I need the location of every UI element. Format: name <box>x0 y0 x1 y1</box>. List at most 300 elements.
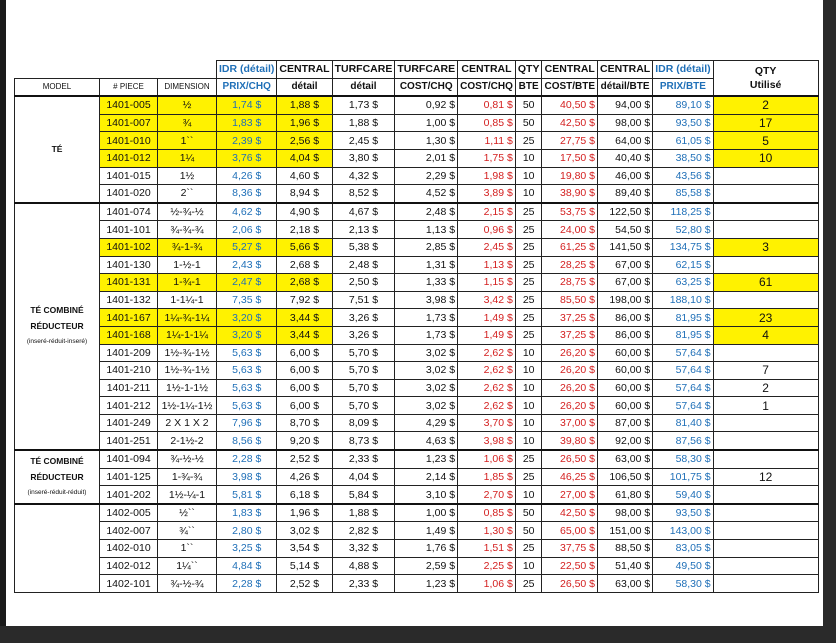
header-top-0 <box>15 61 100 79</box>
cell-tc: 3,02 $ <box>395 397 458 415</box>
cell-idrb: 81,95 $ <box>653 309 713 327</box>
cell-qty: 50 <box>515 114 542 132</box>
header-bottom-3: PRIX/CHQ <box>217 78 277 96</box>
cell-dim: 1½-1-1½ <box>158 379 217 397</box>
cell-cdb: 88,50 $ <box>598 540 653 558</box>
cell-cdb: 151,00 $ <box>598 522 653 540</box>
cell-cdb: 63,00 $ <box>598 575 653 593</box>
cell-dim: 2 X 1 X 2 <box>158 414 217 432</box>
cell-cd: 6,18 $ <box>277 486 332 504</box>
cell-tc: 1,31 $ <box>395 256 458 274</box>
cell-qty-used[interactable]: 3 <box>713 238 818 256</box>
header-row-top <box>15 61 819 79</box>
cell-cb: 37,25 $ <box>542 309 598 327</box>
cell-cb: 38,90 $ <box>542 185 598 203</box>
cell-cdb: 40,40 $ <box>598 149 653 167</box>
cell-tc: 1,23 $ <box>395 450 458 468</box>
header-qty-used <box>713 61 818 97</box>
model-cell <box>15 96 100 203</box>
cell-qty-used[interactable]: 5 <box>713 132 818 150</box>
table-row <box>15 291 819 309</box>
cell-td: 3,32 $ <box>332 540 395 558</box>
cell-qty: 10 <box>515 379 542 397</box>
cell-idr: 3,25 $ <box>217 540 277 558</box>
cell-cc: 0,85 $ <box>458 114 516 132</box>
cell-dim: 1-½-1 <box>158 256 217 274</box>
cell-dim: ¾-½-½ <box>158 450 217 468</box>
table-row <box>15 362 819 380</box>
cell-qty-used[interactable] <box>713 486 818 504</box>
cell-dim: ¾-½-¾ <box>158 575 217 593</box>
cell-cb: 39,80 $ <box>542 432 598 450</box>
cell-tc: 1,76 $ <box>395 540 458 558</box>
cell-idr: 2,06 $ <box>217 221 277 239</box>
cell-cc: 2,25 $ <box>458 557 516 575</box>
cell-idr: 5,81 $ <box>217 486 277 504</box>
table-row <box>15 486 819 504</box>
table-row <box>15 397 819 415</box>
cell-td: 3,26 $ <box>332 326 395 344</box>
cell-tc: 1,13 $ <box>395 221 458 239</box>
cell-cdb: 51,40 $ <box>598 557 653 575</box>
cell-idr: 8,56 $ <box>217 432 277 450</box>
cell-cc: 2,62 $ <box>458 344 516 362</box>
cell-idrb: 83,05 $ <box>653 540 713 558</box>
cell-qty: 10 <box>515 397 542 415</box>
cell-cdb: 106,50 $ <box>598 468 653 486</box>
cell-qty: 25 <box>515 203 542 221</box>
cell-qty: 50 <box>515 96 542 114</box>
cell-cdb: 60,00 $ <box>598 379 653 397</box>
cell-cdb: 60,00 $ <box>598 362 653 380</box>
cell-cdb: 64,00 $ <box>598 132 653 150</box>
cell-cb: 26,20 $ <box>542 344 598 362</box>
table-row <box>15 256 819 274</box>
cell-qty-used[interactable] <box>713 256 818 274</box>
cell-idrb: 57,64 $ <box>653 397 713 415</box>
cell-idrb: 52,80 $ <box>653 221 713 239</box>
cell-qty: 25 <box>515 326 542 344</box>
cell-cdb: 60,00 $ <box>598 397 653 415</box>
cell-qty: 10 <box>515 414 542 432</box>
table-row <box>15 557 819 575</box>
cell-qty-used[interactable] <box>713 575 818 593</box>
cell-tc: 1,23 $ <box>395 575 458 593</box>
cell-piece: 1401-125 <box>100 468 158 486</box>
header-top-6: TURFCARE <box>395 61 458 79</box>
cell-cc: 1,11 $ <box>458 132 516 150</box>
table-row <box>15 309 819 327</box>
cell-idr: 5,63 $ <box>217 362 277 380</box>
cell-cb: 24,00 $ <box>542 221 598 239</box>
cell-qty-used[interactable] <box>713 203 818 221</box>
cell-dim: 1-1¼-1 <box>158 291 217 309</box>
cell-cc: 2,15 $ <box>458 203 516 221</box>
table-row <box>15 522 819 540</box>
cell-idr: 7,96 $ <box>217 414 277 432</box>
cell-qty-used[interactable] <box>713 344 818 362</box>
cell-idrb: 38,50 $ <box>653 149 713 167</box>
cell-cdb: 94,00 $ <box>598 96 653 114</box>
cell-idr: 8,36 $ <box>217 185 277 203</box>
cell-qty: 10 <box>515 432 542 450</box>
cell-tc: 1,49 $ <box>395 522 458 540</box>
cell-cd: 6,00 $ <box>277 379 332 397</box>
cell-idrb: 85,58 $ <box>653 185 713 203</box>
model-cell <box>15 504 100 592</box>
cell-td: 4,32 $ <box>332 167 395 185</box>
cell-cd: 2,52 $ <box>277 450 332 468</box>
cell-piece: 1402-012 <box>100 557 158 575</box>
header-bottom-9: COST/BTE <box>542 78 598 96</box>
cell-qty-used[interactable] <box>713 522 818 540</box>
cell-qty: 25 <box>515 540 542 558</box>
cell-td: 2,50 $ <box>332 274 395 292</box>
cell-piece: 1401-015 <box>100 167 158 185</box>
header-top-2 <box>158 61 217 79</box>
cell-idrb: 93,50 $ <box>653 114 713 132</box>
cell-idr: 4,26 $ <box>217 167 277 185</box>
cell-cdb: 54,50 $ <box>598 221 653 239</box>
cell-cdb: 98,00 $ <box>598 114 653 132</box>
cell-dim: 1½-1¼-1½ <box>158 397 217 415</box>
cell-cd: 2,52 $ <box>277 575 332 593</box>
cell-cb: 19,80 $ <box>542 167 598 185</box>
cell-td: 7,51 $ <box>332 291 395 309</box>
cell-idrb: 87,56 $ <box>653 432 713 450</box>
cell-dim: 1¼-¾-1¼ <box>158 309 217 327</box>
cell-cb: 26,20 $ <box>542 397 598 415</box>
cell-qty-used[interactable]: 17 <box>713 114 818 132</box>
cell-piece: 1401-212 <box>100 397 158 415</box>
cell-piece: 1401-101 <box>100 221 158 239</box>
cell-cd: 5,14 $ <box>277 557 332 575</box>
cell-qty-used[interactable] <box>713 450 818 468</box>
table-row <box>15 185 819 203</box>
cell-cdb: 198,00 $ <box>598 291 653 309</box>
cell-idr: 3,76 $ <box>217 149 277 167</box>
cell-cc: 1,51 $ <box>458 540 516 558</box>
cell-idr: 5,27 $ <box>217 238 277 256</box>
header-row-bottom <box>15 78 819 96</box>
cell-cb: 65,00 $ <box>542 522 598 540</box>
cell-piece: 1401-010 <box>100 132 158 150</box>
cell-cc: 1,98 $ <box>458 167 516 185</box>
cell-cc: 1,49 $ <box>458 309 516 327</box>
cell-cb: 27,00 $ <box>542 486 598 504</box>
cell-cdb: 86,00 $ <box>598 309 653 327</box>
cell-td: 2,82 $ <box>332 522 395 540</box>
cell-piece: 1401-005 <box>100 96 158 114</box>
cell-cc: 1,30 $ <box>458 522 516 540</box>
cell-td: 5,70 $ <box>332 379 395 397</box>
cell-idrb: 57,64 $ <box>653 379 713 397</box>
cell-piece: 1401-020 <box>100 185 158 203</box>
cell-qty-used[interactable] <box>713 432 818 450</box>
table-row <box>15 326 819 344</box>
cell-qty: 25 <box>515 256 542 274</box>
cell-idrb: 134,75 $ <box>653 238 713 256</box>
cell-idr: 1,74 $ <box>217 96 277 114</box>
cell-qty-used[interactable] <box>713 504 818 522</box>
cell-idr: 2,39 $ <box>217 132 277 150</box>
cell-qty-used[interactable] <box>713 221 818 239</box>
window-frame-bottom <box>0 626 836 643</box>
model-label: (inseré-réduit-inseré) <box>26 338 88 346</box>
cell-piece: 1402-005 <box>100 504 158 522</box>
cell-qty-used[interactable] <box>713 185 818 203</box>
cell-cd: 1,96 $ <box>277 114 332 132</box>
header-bottom-8: BTE <box>515 78 542 96</box>
cell-tc: 4,52 $ <box>395 185 458 203</box>
cell-cd: 4,60 $ <box>277 167 332 185</box>
cell-qty-used[interactable] <box>713 291 818 309</box>
cell-tc: 2,59 $ <box>395 557 458 575</box>
header-bottom-7: COST/CHQ <box>458 78 516 96</box>
cell-idr: 7,35 $ <box>217 291 277 309</box>
cell-idrb: 89,10 $ <box>653 96 713 114</box>
cell-cc: 1,75 $ <box>458 149 516 167</box>
cell-td: 5,84 $ <box>332 486 395 504</box>
cell-cb: 26,20 $ <box>542 362 598 380</box>
cell-qty-used[interactable] <box>713 167 818 185</box>
model-cell <box>15 203 100 450</box>
cell-qty-used[interactable]: 4 <box>713 326 818 344</box>
cell-cd: 2,56 $ <box>277 132 332 150</box>
window-frame-right <box>823 0 836 643</box>
cell-qty-used[interactable] <box>713 540 818 558</box>
cell-idr: 5,63 $ <box>217 379 277 397</box>
price-table <box>14 60 819 593</box>
header-bottom-10: détail/BTE <box>598 78 653 96</box>
table-row <box>15 149 819 167</box>
cell-cdb: 61,80 $ <box>598 486 653 504</box>
cell-cc: 1,06 $ <box>458 575 516 593</box>
cell-qty: 10 <box>515 344 542 362</box>
table-row <box>15 414 819 432</box>
cell-tc: 3,02 $ <box>395 344 458 362</box>
cell-cdb: 87,00 $ <box>598 414 653 432</box>
cell-cc: 1,13 $ <box>458 256 516 274</box>
cell-idr: 1,83 $ <box>217 504 277 522</box>
cell-cc: 3,70 $ <box>458 414 516 432</box>
cell-cd: 8,70 $ <box>277 414 332 432</box>
table-row <box>15 238 819 256</box>
cell-cd: 6,00 $ <box>277 397 332 415</box>
cell-cdb: 86,00 $ <box>598 326 653 344</box>
cell-cb: 22,50 $ <box>542 557 598 575</box>
cell-tc: 4,29 $ <box>395 414 458 432</box>
cell-dim: 2-1½-2 <box>158 432 217 450</box>
cell-cb: 85,50 $ <box>542 291 598 309</box>
cell-qty-used[interactable]: 12 <box>713 468 818 486</box>
header-top-9: CENTRAL <box>542 61 598 79</box>
cell-cd: 3,44 $ <box>277 309 332 327</box>
cell-qty-used[interactable]: 7 <box>713 362 818 380</box>
table-row <box>15 540 819 558</box>
cell-tc: 0,92 $ <box>395 96 458 114</box>
cell-piece: 1401-094 <box>100 450 158 468</box>
cell-idrb: 101,75 $ <box>653 468 713 486</box>
cell-td: 2,33 $ <box>332 575 395 593</box>
cell-idr: 3,98 $ <box>217 468 277 486</box>
cell-dim: 2`` <box>158 185 217 203</box>
cell-qty: 25 <box>515 575 542 593</box>
cell-cc: 1,49 $ <box>458 326 516 344</box>
cell-tc: 3,10 $ <box>395 486 458 504</box>
cell-idr: 5,63 $ <box>217 344 277 362</box>
cell-piece: 1401-251 <box>100 432 158 450</box>
cell-piece: 1401-074 <box>100 203 158 221</box>
cell-cb: 42,50 $ <box>542 114 598 132</box>
cell-cc: 1,85 $ <box>458 468 516 486</box>
cell-dim: 1½-¾-1½ <box>158 362 217 380</box>
cell-dim: ½`` <box>158 504 217 522</box>
header-bottom-4: détail <box>277 78 332 96</box>
cell-piece: 1401-130 <box>100 256 158 274</box>
cell-idr: 3,20 $ <box>217 326 277 344</box>
cell-cdb: 60,00 $ <box>598 344 653 362</box>
cell-cb: 37,25 $ <box>542 326 598 344</box>
cell-td: 4,04 $ <box>332 468 395 486</box>
header-qty-line1: QTY <box>754 65 777 78</box>
cell-piece: 1401-249 <box>100 414 158 432</box>
cell-qty: 50 <box>515 504 542 522</box>
cell-idrb: 59,40 $ <box>653 486 713 504</box>
cell-qty-used[interactable]: 61 <box>713 274 818 292</box>
table-row <box>15 344 819 362</box>
cell-cdb: 98,00 $ <box>598 504 653 522</box>
cell-idr: 2,28 $ <box>217 450 277 468</box>
cell-dim: ¾`` <box>158 522 217 540</box>
cell-qty: 25 <box>515 238 542 256</box>
cell-qty: 10 <box>515 185 542 203</box>
cell-piece: 1401-167 <box>100 309 158 327</box>
cell-cb: 27,75 $ <box>542 132 598 150</box>
cell-piece: 1401-012 <box>100 149 158 167</box>
cell-qty-used[interactable]: 1 <box>713 397 818 415</box>
cell-cc: 3,98 $ <box>458 432 516 450</box>
cell-td: 1,88 $ <box>332 114 395 132</box>
cell-dim: ½ <box>158 96 217 114</box>
cell-td: 2,45 $ <box>332 132 395 150</box>
cell-idr: 4,62 $ <box>217 203 277 221</box>
cell-idrb: 61,05 $ <box>653 132 713 150</box>
cell-qty: 25 <box>515 221 542 239</box>
cell-piece: 1402-010 <box>100 540 158 558</box>
header-top-3: IDR (détail) <box>217 61 277 79</box>
header-qty-line2: Utilisé <box>749 79 782 92</box>
cell-cdb: 89,40 $ <box>598 185 653 203</box>
model-label: TÉ COMBINÉ <box>30 305 84 316</box>
cell-dim: 1¼`` <box>158 557 217 575</box>
model-label: RÉDUCTEUR <box>30 471 84 482</box>
cell-tc: 2,48 $ <box>395 203 458 221</box>
cell-tc: 3,98 $ <box>395 291 458 309</box>
cell-cd: 8,94 $ <box>277 185 332 203</box>
cell-dim: 1½-¾-1½ <box>158 344 217 362</box>
cell-piece: 1401-132 <box>100 291 158 309</box>
cell-cdb: 67,00 $ <box>598 256 653 274</box>
cell-cdb: 67,00 $ <box>598 274 653 292</box>
header-top-5: TURFCARE <box>332 61 395 79</box>
cell-cc: 2,62 $ <box>458 397 516 415</box>
cell-idr: 1,83 $ <box>217 114 277 132</box>
cell-qty: 25 <box>515 132 542 150</box>
table-row <box>15 379 819 397</box>
cell-cb: 42,50 $ <box>542 504 598 522</box>
cell-cd: 2,68 $ <box>277 256 332 274</box>
cell-cd: 3,44 $ <box>277 326 332 344</box>
cell-td: 1,73 $ <box>332 96 395 114</box>
cell-dim: ¾-¾-¾ <box>158 221 217 239</box>
cell-qty: 10 <box>515 149 542 167</box>
header-top-10: CENTRAL <box>598 61 653 79</box>
cell-idrb: 81,95 $ <box>653 326 713 344</box>
cell-tc: 2,29 $ <box>395 167 458 185</box>
cell-qty-used[interactable] <box>713 557 818 575</box>
cell-tc: 3,02 $ <box>395 362 458 380</box>
cell-tc: 1,33 $ <box>395 274 458 292</box>
cell-cd: 2,18 $ <box>277 221 332 239</box>
cell-cc: 0,85 $ <box>458 504 516 522</box>
cell-td: 1,88 $ <box>332 504 395 522</box>
cell-cd: 9,20 $ <box>277 432 332 450</box>
cell-qty-used[interactable]: 23 <box>713 309 818 327</box>
cell-cd: 4,90 $ <box>277 203 332 221</box>
cell-cb: 53,75 $ <box>542 203 598 221</box>
cell-idrb: 93,50 $ <box>653 504 713 522</box>
cell-td: 4,88 $ <box>332 557 395 575</box>
cell-qty: 25 <box>515 309 542 327</box>
cell-td: 5,70 $ <box>332 344 395 362</box>
table-row <box>15 432 819 450</box>
cell-dim: ½-¾-½ <box>158 203 217 221</box>
cell-cd: 6,00 $ <box>277 362 332 380</box>
cell-idrb: 57,64 $ <box>653 344 713 362</box>
table-row <box>15 450 819 468</box>
cell-qty: 10 <box>515 486 542 504</box>
cell-cd: 4,04 $ <box>277 149 332 167</box>
cell-qty-used[interactable]: 2 <box>713 379 818 397</box>
cell-piece: 1401-209 <box>100 344 158 362</box>
table-row <box>15 203 819 221</box>
cell-cb: 26,20 $ <box>542 379 598 397</box>
cell-idrb: 188,10 $ <box>653 291 713 309</box>
cell-qty: 25 <box>515 450 542 468</box>
header-top-4: CENTRAL <box>277 61 332 79</box>
cell-tc: 2,85 $ <box>395 238 458 256</box>
cell-qty-used[interactable]: 10 <box>713 149 818 167</box>
cell-cdb: 63,00 $ <box>598 450 653 468</box>
table-row <box>15 114 819 132</box>
cell-qty: 10 <box>515 362 542 380</box>
cell-td: 5,70 $ <box>332 362 395 380</box>
cell-qty-used[interactable] <box>713 414 818 432</box>
cell-tc: 1,73 $ <box>395 326 458 344</box>
cell-qty: 25 <box>515 291 542 309</box>
cell-qty-used[interactable]: 2 <box>713 96 818 114</box>
header-top-8: QTY <box>515 61 542 79</box>
cell-piece: 1401-210 <box>100 362 158 380</box>
cell-cc: 3,42 $ <box>458 291 516 309</box>
cell-cdb: 141,50 $ <box>598 238 653 256</box>
table-row <box>15 575 819 593</box>
cell-cdb: 122,50 $ <box>598 203 653 221</box>
cell-cc: 2,45 $ <box>458 238 516 256</box>
cell-idrb: 143,00 $ <box>653 522 713 540</box>
cell-idrb: 57,64 $ <box>653 362 713 380</box>
